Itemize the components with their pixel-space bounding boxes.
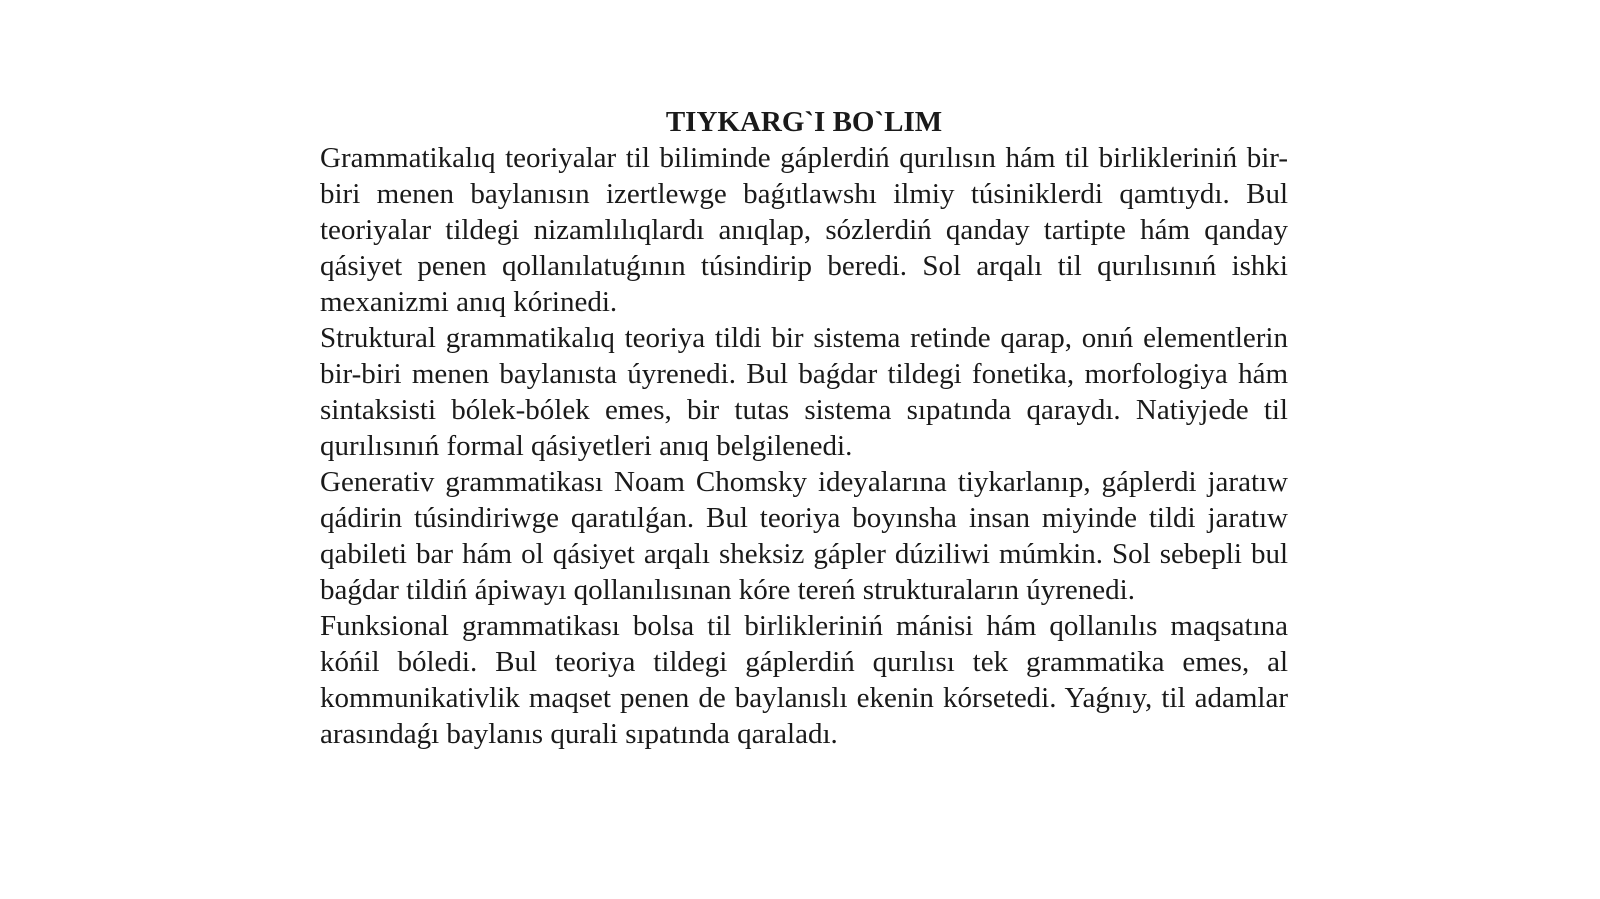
section-title: TIYKARG`I BO`LIM xyxy=(665,106,943,138)
paragraph-structural-grammar: Struktural grammatikalıq teoriya tildi bir sistema retinde qarap, onıń elementlerin bir-biri menen baylanısta úyrenedi. Bul baǵdar tildegi fonetika, morfologiya hám sintaksisti bólek-bólek emes, bir tutas sistema sıpatında qaraydı. Natiyjede til qurılısınıń formal qásiyetleri anıq belgilenedi. xyxy=(320,322,1288,462)
paragraph-grammatical-theories: Grammatikalıq teoriyalar til biliminde gáplerdiń qurılısın hám til birlikleriniń bir-biri menen baylanısın izertlewge baǵıtlawshı ilmiy túsiniklerdi qamtıydı. Bul teoriyalar tildegi nizamlılıqlardı anıqlap, sózlerdiń qanday tartipte hám qanday qásiyet penen qollanılatuǵının túsindirip beredi. Sol arqalı til qurılısınıń ishki mexanizmi anıq kórinedi. xyxy=(320,142,1288,318)
document-body xyxy=(320,104,1288,752)
paragraph-functional-grammar: Funksional grammatikası bolsa til birlikleriniń mánisi hám qollanılıs maqsatına kóńil bóledi. Bul teoriya tildegi gáplerdiń qurılısı tek grammatika emes, al kommunikativlik maqset penen de baylanıslı ekenin kórsetedi. Yaǵnıy, til adamlar arasındaǵı baylanıs qurali sıpatında qaraladı. xyxy=(320,610,1288,750)
paragraph-generative-grammar: Generativ grammatikası Noam Chomsky ideyalarına tiykarlanıp, gáplerdi jaratıw qádirin túsindiriwge qaratılǵan. Bul teoriya boyınsha insan miyinde tildi jaratıw qabileti bar hám ol qásiyet arqalı sheksiz gápler dúziliwi múmkin. Sol sebepli bul baǵdar tildiń ápiwayı qollanılısınan kóre tereń strukturaların úyrenedi. xyxy=(320,466,1288,606)
